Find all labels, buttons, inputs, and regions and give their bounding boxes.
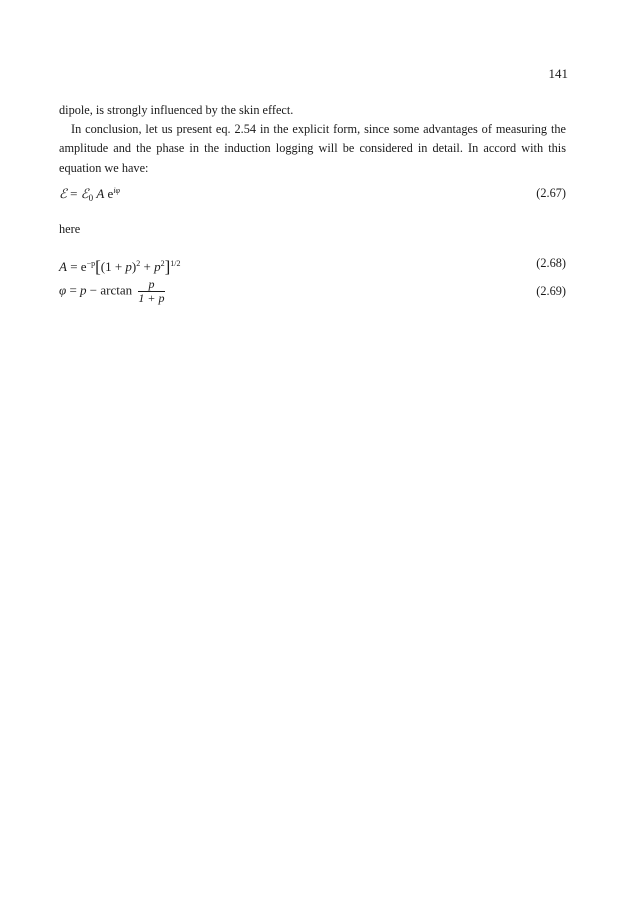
outer-exponent: 1/2 (170, 259, 181, 268)
fraction-denominator: 1 + p (138, 291, 165, 305)
equation-number-2-68: (2.68) (536, 256, 566, 270)
plus-sign: + (140, 259, 155, 274)
exp-base: e (104, 186, 114, 201)
amplitude-symbol: A (59, 259, 67, 274)
field-symbol: ℰ (59, 186, 67, 201)
phase-symbol: φ (59, 282, 67, 298)
close-bracket: ] (164, 257, 171, 276)
amplitude-symbol: A (96, 186, 105, 201)
fraction (138, 278, 164, 305)
equation-number-2-67: (2.67) (536, 186, 566, 200)
body-text (59, 101, 566, 178)
exponent-i-phi: iφ (113, 186, 120, 195)
paragraph-conclusion: In conclusion, let us present eq. 2.54 in the explicit form, since some advantages of measuring the amplitude and the phase in the induction logging will be considered in detail. In accord with this equation we have: (59, 122, 566, 175)
equation-2-67-expression (59, 186, 120, 202)
subscript-0: 0 (88, 193, 94, 203)
square-exponent-1: 2 (136, 259, 141, 268)
page-number: 141 (548, 66, 568, 81)
minus-arctan: − arctan (86, 282, 136, 298)
inner-term-close: ) (131, 259, 137, 274)
p-term: p (154, 259, 161, 274)
fraction-numerator: p (148, 277, 155, 291)
equation-2-68-expression (59, 256, 181, 276)
square-exponent-2: 2 (160, 259, 165, 268)
field-symbol-0: ℰ (80, 186, 89, 201)
p-term: p (80, 282, 87, 298)
equals-sign: = (66, 282, 81, 298)
paragraph-continuation: dipole, is strongly influenced by the skin effect. (59, 103, 294, 117)
equals-exp: = e (66, 259, 87, 274)
equation-number-2-69: (2.69) (536, 284, 566, 298)
equation-2-69-expression (59, 278, 165, 305)
inner-term-p: p (125, 259, 132, 274)
here-label: here (59, 222, 81, 236)
equals-sign: = (66, 186, 81, 201)
inner-term-a: (1 + (100, 259, 126, 274)
exponent-minus-p: −p (86, 259, 96, 268)
open-bracket: [ (95, 257, 101, 276)
